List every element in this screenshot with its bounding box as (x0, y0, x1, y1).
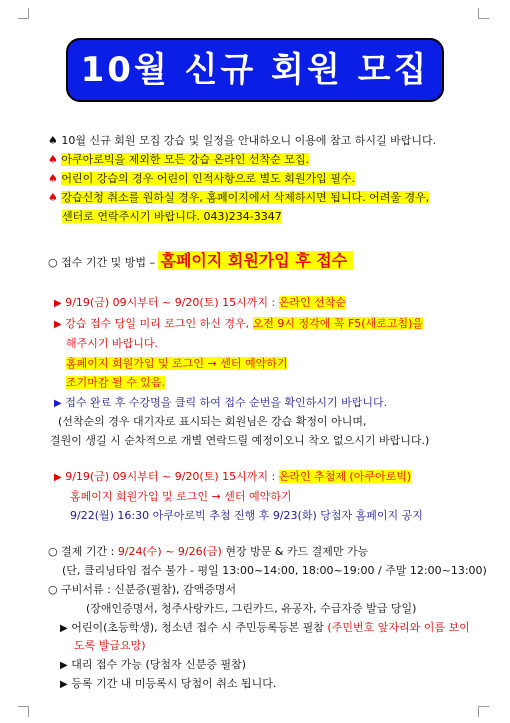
circle-icon: ○ (48, 256, 58, 269)
online-line-6: ▶ 접수 완료 후 수강명을 클릭 하여 접수 순번을 확인하시기 바랍니다. (54, 396, 388, 409)
circle-icon: ○ (48, 545, 58, 558)
triangle-icon: ▶ (60, 660, 68, 671)
intro-line-2: ♠ 아쿠아로빅을 제외한 모든 강습 온라인 선착순 모집. (48, 153, 309, 166)
online-line-8: 결원이 생길 시 순차적으로 개별 연락드릴 예정이오니 착오 없으시기 바랍니다.) (50, 434, 430, 447)
crop-mark-top-left (18, 8, 29, 19)
method-heading: ○ 접수 기간 및 방법 – 홈페이지 회원가입 후 접수 (48, 251, 353, 273)
docs-line-3: ▶ 어린이(초등학생), 청소년 접수 시 주민등록등본 필참 (주민번호 앞자리와 이름 보이 (60, 621, 470, 634)
triangle-icon: ▶ (54, 319, 62, 330)
intro-line-4: ♠ 강습신청 취소를 원하실 경우, 홈페이지에서 삭제하시면 됩니다. 어려울 경우, (48, 191, 430, 204)
payment-hours: (단, 클리닝타임 접수 불가 - 평일 13:00~14:00, 18:00~19:00 / 주말 12:00~13:00) (62, 564, 487, 577)
payment-line: ○ 결제 기간 : 9/24(수) ~ 9/26(금) 현장 방문 & 카드 결제만 가능 (48, 545, 369, 558)
intro-line-5: 센터로 연락주시기 바랍니다. 043)234-3347 (62, 210, 282, 223)
aqua-line-1: ▶ 9/19(금) 09시부터 ~ 9/20(토) 15시까지 : 온라인 추첨제 (아쿠아로빅) (54, 470, 412, 483)
circle-icon: ○ (48, 583, 58, 596)
docs-line-2: (장애인증명서, 청주사랑카드, 그린카드, 유공자, 수급자증 발급 당일) (86, 602, 417, 615)
docs-line-4: 도록 발급요망) (74, 639, 146, 652)
docs-line-5: ▶ 대리 접수 가능 (당첨자 신분증 필참) (60, 658, 247, 671)
triangle-icon: ▶ (54, 298, 62, 309)
docs-line-6: ▶ 등록 기간 내 미등록시 당첨이 취소 됩니다. (60, 677, 277, 690)
triangle-icon: ▶ (54, 472, 62, 483)
spade-icon: ♠ (48, 134, 58, 147)
spade-icon: ♠ (48, 191, 58, 204)
aqua-line-3: 9/22(월) 16:30 아쿠아로빅 추첨 진행 후 9/23(화) 당첨자 홈페이지 공지 (70, 509, 423, 522)
online-line-7: (선착순의 경우 대기자로 표시되는 회원님은 강습 확정이 아니며, (58, 415, 367, 428)
aqua-line-2: 홈페이지 회원가입 및 로그인 → 센터 예약하기 (70, 490, 292, 503)
crop-mark-bottom-left (18, 706, 29, 717)
triangle-icon: ▶ (54, 398, 62, 409)
online-line-2: ▶ 강습 접수 당일 미리 로그인 하신 경우, 오전 9시 정각에 꼭 F5(새로고침)을 (54, 317, 423, 330)
triangle-icon: ▶ (60, 679, 68, 690)
online-line-4: 홈페이지 회원가입 및 로그인 → 센터 예약하기 (66, 357, 288, 370)
triangle-icon: ▶ (60, 623, 68, 634)
intro-line-3: ♠ 어린이 강습의 경우 어린이 인적사항으로 별도 회원가입 필수. (48, 172, 355, 185)
docs-line-1: ○ 구비서류 : 신분증(필참), 감액증명서 (48, 583, 237, 596)
spade-icon: ♠ (48, 172, 58, 185)
spade-icon: ♠ (48, 153, 58, 166)
crop-mark-bottom-right (478, 706, 489, 717)
online-line-1: ▶ 9/19(금) 09시부터 ~ 9/20(토) 15시까지 : 온라인 선착순 (54, 296, 346, 309)
intro-line-1: ♠ 10월 신규 회원 모집 강습 및 일정을 안내하오니 이용에 참고 하시길 바랍니다. (48, 134, 437, 147)
online-line-5: 조기마감 될 수 있음. (66, 376, 165, 389)
crop-mark-top-right (478, 8, 489, 19)
page-title: 10월 신규 회원 모집 (66, 38, 444, 102)
method-highlight: 홈페이지 회원가입 후 접수 (158, 251, 353, 270)
online-line-3: 해주시기 바랍니다. (66, 337, 159, 350)
